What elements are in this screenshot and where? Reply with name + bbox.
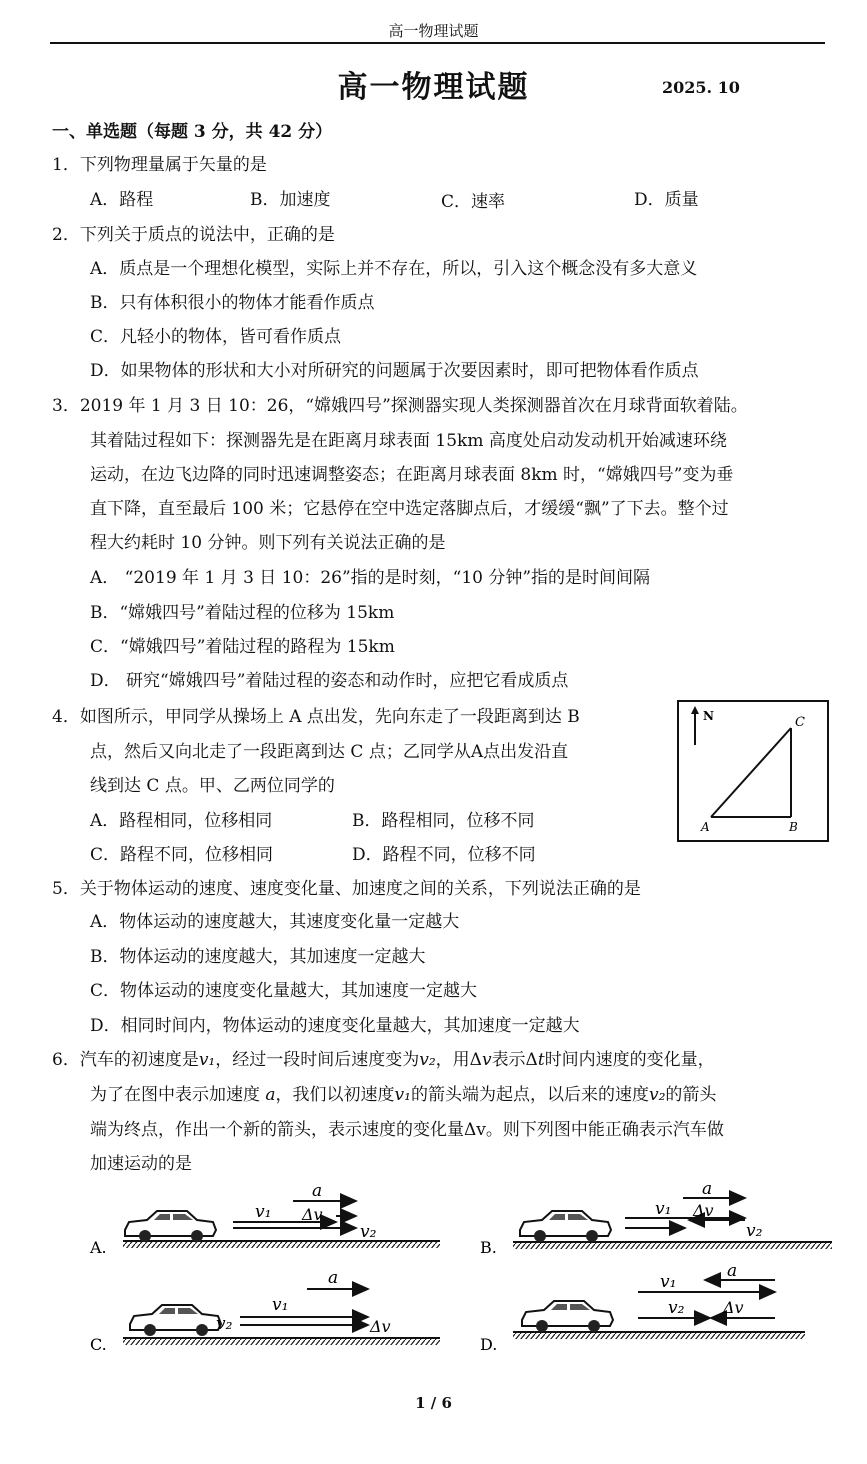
q4-line1: 4．如图所示，甲同学从操场上 A 点出发，先向东走了一段距离到达 B [52,707,580,727]
header-rule [50,42,825,44]
svg-text:Δv: Δv [693,1201,714,1220]
page-number: 1 / 6 [415,1394,452,1412]
page-title: 高一物理试题 [337,70,530,105]
svg-text:v₁: v₁ [255,1202,272,1222]
q4-option-a: A．路程相同，位移相同 [90,811,273,831]
q6-line2: 为了在图中表示加速度 a，我们以初速度v₁的箭头端为起点，以后来的速度v₂的箭头 [90,1085,717,1105]
svg-text:a: a [328,1268,339,1288]
north-label: N [703,709,714,723]
running-header: 高一物理试题 [388,22,479,40]
q1-option-d: D．质量 [634,190,699,210]
svg-text:a: a [312,1181,323,1201]
q1-option-b: B．加速度 [250,190,331,210]
car-icon [125,1211,216,1242]
svg-text:A.: A. [90,1238,107,1257]
q6-line3: 端为终点，作出一个新的箭头，表示速度的变化量Δv。则下列图中能正确表示汽车做 [90,1120,724,1140]
svg-text:v₂: v₂ [746,1221,763,1241]
q5-option-c: C．物体运动的速度变化量越大，其加速度一定越大 [90,981,478,1001]
q1-stem: 1．下列物理量属于矢量的是 [52,155,267,175]
q3-option-a: A． “2019 年 1 月 3 日 10：26”指的是时刻，“10 分钟”指的是时间间隔 [90,568,651,588]
q4-option-d: D．路程不同，位移不同 [352,845,536,865]
q4-line2: 点，然后又向北走了一段距离到达 C 点；乙同学从A点出发沿直 [90,742,569,762]
q3-line1: 3．2019 年 1 月 3 日 10：26，“嫦娥四号”探测器实现人类探测器首次在月球背面软着陆。 [52,396,748,416]
svg-text:v₁: v₁ [272,1295,289,1315]
q2-option-b: B．只有体积很小的物体才能看作质点 [90,293,375,313]
q6-line1: 6．汽车的初速度是v₁，经过一段时间后速度变为v₂，用Δv表示Δt时间内速度的变化量， [52,1050,715,1070]
q4-option-c: C．路程不同，位移相同 [90,845,274,865]
svg-text:Δv: Δv [723,1298,744,1317]
svg-text:D.: D. [480,1335,498,1354]
exam-date: 2025. 10 [662,78,740,97]
q1-option-a: A．路程 [90,190,154,210]
point-c-label: C [795,715,805,730]
diagram-option-b [480,1179,832,1257]
q5-stem: 5．关于物体运动的速度、速度变化量、加速度之间的关系，下列说法正确的是 [52,879,641,899]
diagram-option-a [89,1181,440,1257]
q2-option-a: A．质点是一个理想化模型，实际上并不存在，所以，引入这个概念没有多大意义 [90,259,698,279]
q3-option-c: C．“嫦娥四号”着陆过程的路程为 15km [90,637,395,657]
svg-text:v₂: v₂ [668,1298,685,1318]
car-icon [130,1305,221,1336]
q1-option-c: C．速率 [441,192,506,212]
q3-line3: 运动，在边飞边降的同时迅速调整姿态；在距离月球表面 8km 时，“嫦娥四号”变为垂 [90,465,734,485]
q2-option-c: C．凡轻小的物体，皆可看作质点 [90,327,342,347]
svg-text:B.: B. [480,1238,497,1257]
q5-option-d: D．相同时间内，物体运动的速度变化量越大，其加速度一定越大 [90,1016,580,1036]
svg-text:v₁: v₁ [655,1199,672,1219]
q4-figure [677,700,829,842]
car-icon [522,1301,613,1332]
q3-line4: 直下降，直至最后 100 米；它悬停在空中选定落脚点后，才缓缓“飘”了下去。整个过 [90,499,729,519]
point-a-label: A [701,820,710,834]
car-icon [520,1211,611,1242]
q3-option-d: D． 研究“嫦娥四号”着陆过程的姿态和动作时，应把它看成质点 [90,671,569,691]
svg-text:v₁: v₁ [660,1272,677,1292]
q5-option-a: A．物体运动的速度越大，其速度变化量一定越大 [90,912,460,932]
svg-text:Δv: Δv [302,1205,323,1224]
path-ac [711,728,791,817]
q3-line5: 程大约耗时 10 分钟。则下列有关说法正确的是 [90,533,446,553]
q4-line3: 线到达 C 点。甲、乙两位同学的 [90,776,335,796]
q4-option-b: B．路程相同，位移不同 [352,811,535,831]
q2-stem: 2．下列关于质点的说法中，正确的是 [52,225,335,245]
q6-line4: 加速运动的是 [90,1154,192,1174]
diagram-option-c [90,1268,440,1354]
q3-line2: 其着陆过程如下：探测器先是在距离月球表面 15km 高度处启动发动机开始减速环绕 [90,431,727,451]
q2-option-d: D．如果物体的形状和大小对所研究的问题属于次要因素时，即可把物体看作质点 [90,361,699,381]
point-b-label: B [789,820,798,834]
svg-text:v₂: v₂ [216,1314,233,1334]
q3-option-b: B．“嫦娥四号”着陆过程的位移为 15km [90,603,395,623]
q6-diagrams [80,1172,850,1368]
svg-text:C.: C. [90,1335,107,1354]
svg-text:a: a [727,1261,738,1281]
svg-text:a: a [702,1179,713,1199]
section-heading: 一、单选题（每题 3 分，共 42 分） [52,122,333,142]
svg-text:Δv: Δv [370,1317,391,1336]
diagram-option-d [480,1261,805,1354]
q5-option-b: B．物体运动的速度越大，其加速度一定越大 [90,947,426,967]
svg-text:v₂: v₂ [360,1222,377,1242]
